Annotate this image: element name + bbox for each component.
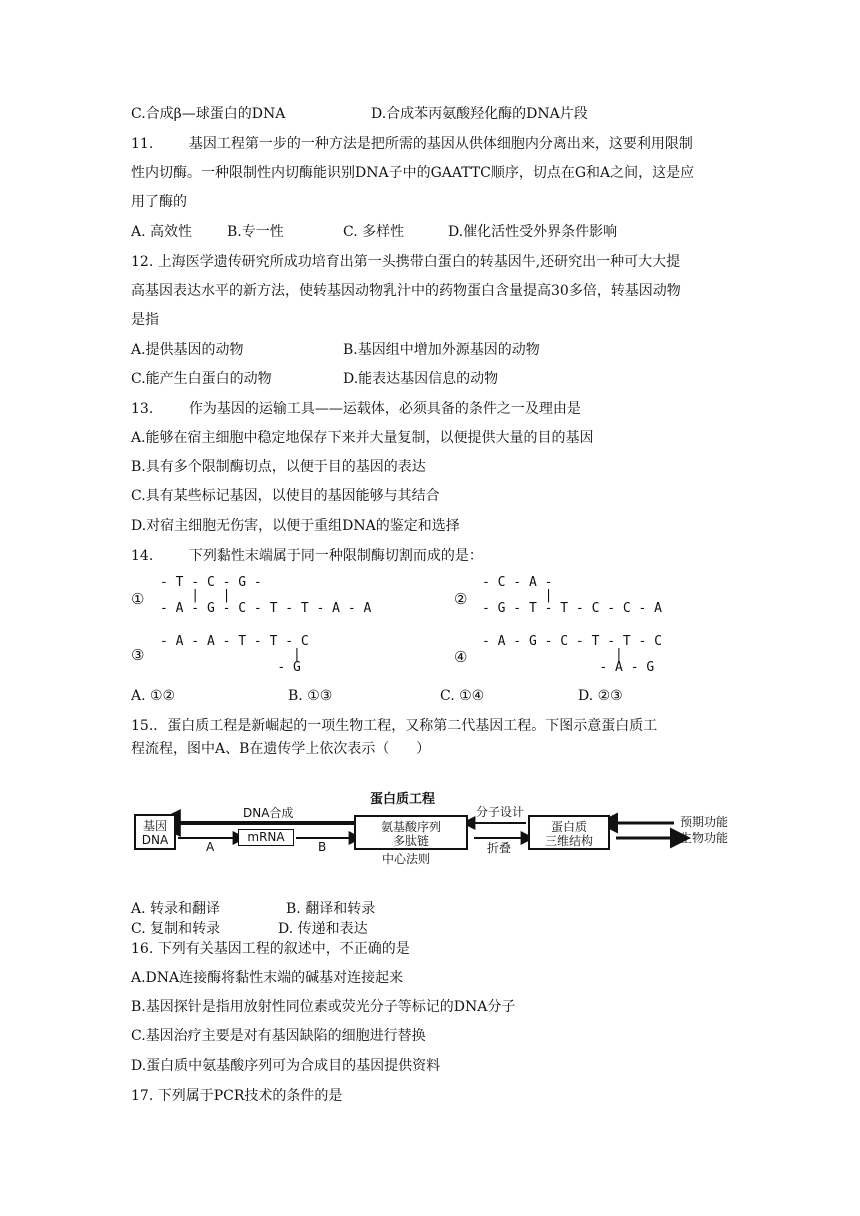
protein-structure-box <box>528 815 610 850</box>
strand-2-bonds: | <box>482 588 553 603</box>
3d-structure-label: 三维结构 <box>544 834 593 848</box>
q15-option-a: A. 转录和翻译 <box>131 901 221 917</box>
q12-option-d: D.能表达基因信息的动物 <box>343 371 499 387</box>
option-c-prev: C.合成β—球蛋白的DNA <box>131 106 286 122</box>
amino-acid-box <box>354 815 468 850</box>
q15-stem-1: 15.．蛋白质工程是新崛起的一项生物工程，又称第二代基因工程。下图示意蛋白质工 <box>131 718 658 734</box>
q14-option-d: D. ②③ <box>578 688 623 704</box>
q16-option-d: D.蛋白质中氨基酸序列可为合成目的基因提供资料 <box>131 1058 441 1074</box>
q13-stem: 13. 作为基因的运输工具——运载体，必须具备的条件之一及理由是 <box>131 401 581 417</box>
q14-stem: 14. 下列黏性末端属于同一种限制酶切割而成的是： <box>131 548 483 564</box>
protein-label: 蛋白质 <box>550 820 587 834</box>
gene-dna-box <box>134 814 176 850</box>
q17-stem: 17. 下列属于PCR技术的条件的是 <box>131 1088 343 1104</box>
q12-stem-3: 是指 <box>131 312 159 328</box>
q13-option-a: A.能够在宿主细胞中稳定地保存下来并大量复制，以便提供大量的目的基因 <box>131 430 594 446</box>
mrna-box: mRNA <box>238 829 294 846</box>
strand-2-bottom: - G - T - T - C - C - A <box>482 601 663 616</box>
strand-3-bonds: | <box>160 647 301 662</box>
folding-label: 折叠 <box>487 841 512 855</box>
bio-function-label: 生物功能 <box>680 831 729 845</box>
q14-option-c: C. ①④ <box>440 688 485 704</box>
q14-option-b: B. ①③ <box>288 688 333 704</box>
q11-option-a: A. 高效性 <box>131 224 193 240</box>
q11-option-c: C. 多样性 <box>343 224 405 240</box>
q16-option-b: B.基因探针是指用放射性同位素或荧光分子等标记的DNA分子 <box>131 999 516 1015</box>
label-b: B <box>318 840 327 854</box>
q12-stem-2: 高基因表达水平的新方法，使转基因动物乳汁中的药物蛋白含量提高30多倍，转基因动物 <box>131 283 681 299</box>
molecular-design-label: 分子设计 <box>476 805 525 819</box>
strand-1-bonds: | | <box>160 588 231 603</box>
dna-label: DNA <box>141 833 169 847</box>
strand-4-top: - A - G - C - T - T - C <box>482 634 663 649</box>
q15-option-b: B. 翻译和转录 <box>286 901 376 917</box>
polypeptide-label: 多肽链 <box>392 834 429 848</box>
strand-4-bonds: | <box>482 647 623 662</box>
q15-option-c: C. 复制和转录 <box>131 921 221 937</box>
q13-option-d: D.对宿主细胞无伤害，以便于重组DNA的鉴定和选择 <box>131 518 460 534</box>
q11-stem-3: 用了酶的 <box>131 194 187 210</box>
q16-option-a: A.DNA连接酶将黏性末端的碱基对连接起来 <box>131 970 404 986</box>
option-d-prev: D.合成苯丙氨酸羟化酶的DNA片段 <box>371 106 588 122</box>
label-circle-2: ② <box>454 590 468 608</box>
q12-option-c: C.能产生白蛋白的动物 <box>131 371 272 387</box>
diagram-title: 蛋白质工程 <box>370 792 436 807</box>
central-dogma-label: 中心法则 <box>382 852 431 866</box>
q13-option-b: B.具有多个限制酶切点，以便于目的基因的表达 <box>131 459 426 475</box>
strand-4-bottom: - A - G <box>482 660 655 675</box>
q12-stem-1: 12. 上海医学遗传研究所成功培育出第一头携带白蛋白的转基因牛,还研究出一种可大大提 <box>131 254 681 270</box>
strand-3-top: - A - A - T - T - C <box>160 634 309 649</box>
strand-3-bottom: - G <box>160 660 301 675</box>
q11-option-b: B.专一性 <box>227 224 284 240</box>
label-circle-1: ① <box>131 590 145 608</box>
q16-option-c: C.基因治疗主要是对有基因缺陷的细胞进行替换 <box>131 1028 426 1044</box>
q14-option-a: A. ①② <box>131 688 176 704</box>
q11-stem-2: 性内切酶。一种限制性内切酶能识别DNA子中的GAATTC顺序，切点在G和A之间，这是应 <box>131 165 695 181</box>
q11-option-d: D.催化活性受外界条件影响 <box>448 224 618 240</box>
strand-1-bottom: - A - G - C - T - T - A - A <box>160 601 372 616</box>
q13-option-c: C.具有某些标记基因，以使目的基因能够与其结合 <box>131 488 440 504</box>
expected-function-label: 预期功能 <box>680 815 729 829</box>
q11-stem-1: 11. 基因工程第一步的一种方法是把所需的基因从供体细胞内分离出来，这要利用限制 <box>131 136 693 152</box>
amino-acid-sequence-label: 氨基酸序列 <box>380 820 441 834</box>
q16-stem: 16. 下列有关基因工程的叙述中，不正确的是 <box>131 941 410 957</box>
strand-2-top: - C - A - <box>482 575 553 590</box>
q15-option-d: D. 传递和表达 <box>278 921 368 937</box>
dna-synthesis-label: DNA合成 <box>243 806 294 820</box>
q15-stem-2: 程流程，图中A、B在遗传学上依次表示（ ） <box>131 741 431 757</box>
q12-option-b: B.基因组中增加外源基因的动物 <box>343 342 540 358</box>
strand-1-top: - T - C - G - <box>160 575 262 590</box>
label-circle-4: ④ <box>454 648 468 666</box>
label-circle-3: ③ <box>131 646 145 664</box>
gene-label: 基因 <box>142 819 167 833</box>
label-a: A <box>206 840 215 854</box>
q12-option-a: A.提供基因的动物 <box>131 342 244 358</box>
